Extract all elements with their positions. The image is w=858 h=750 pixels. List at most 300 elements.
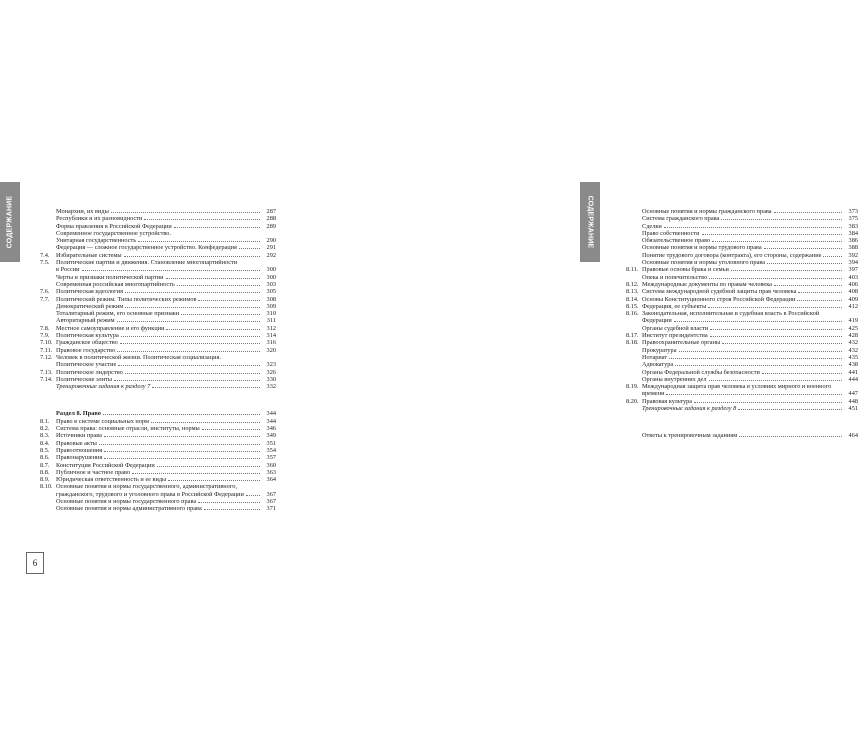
toc-entry[interactable] — [40, 288, 276, 295]
toc-entry[interactable] — [626, 432, 858, 439]
toc-gap — [626, 412, 858, 432]
toc-entry-page: 346 — [266, 425, 276, 433]
toc-leader-dots — [694, 402, 842, 403]
toc-leader-dots — [669, 358, 842, 359]
toc-entry-page: 312 — [266, 324, 276, 332]
toc-entry-page: 300 — [266, 266, 276, 274]
toc-entry-page: 326 — [266, 368, 276, 376]
toc-entry-page: 386 — [848, 237, 858, 245]
toc-entry-page: 406 — [848, 280, 858, 288]
toc-entry-number: 8.16. — [626, 310, 639, 318]
toc-entry[interactable] — [40, 425, 276, 432]
toc-entry-page: 292 — [266, 251, 276, 259]
toc-entry[interactable] — [40, 383, 276, 390]
toc-leader-dots — [708, 307, 842, 308]
toc-entry[interactable] — [40, 410, 276, 417]
toc-entry-page: 357 — [266, 454, 276, 462]
toc-entry-page: 367 — [266, 497, 276, 505]
toc-entry-title: Унитарная государственность — [56, 237, 137, 245]
toc-entry-number: 8.6. — [40, 454, 50, 462]
toc-entry-page: 451 — [848, 405, 858, 413]
toc-entry[interactable] — [626, 237, 858, 244]
toc-entry-number: 7.6. — [40, 288, 50, 296]
toc-entry-page: 311 — [266, 317, 276, 325]
toc-entry[interactable] — [626, 288, 858, 295]
toc-entry[interactable] — [40, 223, 276, 230]
toc-entry[interactable] — [40, 274, 276, 281]
toc-leader-dots — [177, 285, 260, 286]
toc-entry[interactable] — [40, 237, 276, 244]
toc-leader-dots — [118, 365, 260, 366]
toc-entry-title: Основные понятия и нормы государственного права — [56, 497, 197, 505]
toc-entry[interactable] — [40, 447, 276, 454]
toc-entry-title: Конституция Российской Федерации — [56, 461, 155, 469]
toc-entry-title: Федерация — сложное государственное устройство. Конфедерация — [56, 244, 237, 252]
toc-entry[interactable] — [40, 244, 276, 251]
toc-leader-dots — [103, 414, 260, 415]
toc-gap — [40, 390, 276, 410]
toc-entry[interactable] — [626, 310, 858, 317]
toc-entry-number: 8.8. — [40, 468, 50, 476]
toc-leader-dots — [157, 466, 260, 467]
toc-entry-title: Современная российская многопартийность — [56, 280, 175, 288]
toc-entry[interactable] — [40, 296, 276, 303]
toc-leader-dots — [823, 256, 842, 257]
toc-entry-page: 464 — [848, 432, 858, 440]
toc-entry-title: Тренировочные задания к разделу 8 — [642, 405, 737, 413]
toc-leader-dots — [664, 227, 842, 228]
toc-entry-page: 316 — [266, 339, 276, 347]
toc-entry-title: Международная защита прав человека в условиях мирного и военного — [642, 383, 832, 391]
toc-leader-dots — [104, 436, 260, 437]
toc-entry-title: Законодательная, исполнительная и судебная власть в Российской — [642, 310, 820, 318]
toc-entry[interactable] — [626, 230, 858, 237]
toc-entry-page: 371 — [266, 505, 276, 513]
toc-entry-page: 308 — [266, 295, 276, 303]
toc-entry-title: Источники права — [56, 432, 102, 440]
toc-entry-title: Основные понятия и нормы трудового права — [642, 244, 762, 252]
toc-entry[interactable] — [626, 339, 858, 346]
toc-leader-dots — [152, 387, 260, 388]
toc-entry-number: 8.9. — [40, 476, 50, 484]
toc-leader-dots — [674, 321, 842, 322]
toc-leader-dots — [709, 380, 843, 381]
toc-entry[interactable] — [626, 325, 858, 332]
toc-entry-page: 419 — [848, 317, 858, 325]
toc-entry-title: Ответы к тренировочным заданиям — [642, 432, 738, 440]
toc-leader-dots — [702, 234, 842, 235]
toc-entry-number: 7.13. — [40, 368, 53, 376]
toc-entry-title: Сделки — [642, 222, 662, 230]
toc-entry-page: 344 — [266, 410, 276, 418]
toc-entry[interactable] — [40, 266, 276, 273]
toc-entry[interactable] — [40, 440, 276, 447]
toc-leader-dots — [797, 300, 842, 301]
toc-leader-dots — [138, 241, 260, 242]
toc-leader-dots — [202, 429, 260, 430]
toc-entry[interactable] — [40, 476, 276, 483]
toc-entry-page: 432 — [848, 346, 858, 354]
toc-entry[interactable] — [40, 354, 276, 361]
toc-entry-number: 7.9. — [40, 332, 50, 340]
toc-entry[interactable] — [40, 230, 276, 237]
toc-leader-dots — [144, 219, 260, 220]
toc-entry[interactable] — [40, 325, 276, 332]
toc-entry-number: 7.7. — [40, 295, 50, 303]
toc-entry-title: Республики и их разновидности — [56, 215, 143, 223]
toc-entry-page: 367 — [266, 490, 276, 498]
toc-entry[interactable] — [40, 347, 276, 354]
toc-entry-title: Тренировочные задания к разделу 7 — [56, 383, 151, 391]
toc-leader-dots — [709, 278, 842, 279]
toc-entry-page: 441 — [848, 368, 858, 376]
toc-entry-number: 8.12. — [626, 280, 639, 288]
toc-entry[interactable] — [40, 491, 276, 498]
toc-entry-number: 8.4. — [40, 439, 50, 447]
toc-entry-title: Правоохранительные органы — [642, 339, 721, 347]
toc-entry-number: 7.10. — [40, 339, 53, 347]
toc-entry-page: 288 — [266, 215, 276, 223]
toc-entry-title: Политические элиты — [56, 375, 113, 383]
toc-entry-title: Нотариат — [642, 353, 668, 361]
toc-entry[interactable] — [626, 281, 858, 288]
toc-entry-title: Политический режим. Типы политических режимов — [56, 295, 197, 303]
toc-entry-page: 291 — [266, 244, 276, 252]
toc-entry[interactable] — [40, 418, 276, 425]
toc-entry-title: Основные понятия и нормы уголовного права — [642, 259, 766, 267]
toc-entry[interactable] — [40, 252, 276, 259]
toc-entry-page: 435 — [848, 353, 858, 361]
toc-entry[interactable] — [626, 223, 858, 230]
toc-entry-number: 7.11. — [40, 346, 53, 354]
toc-entry[interactable] — [40, 317, 276, 324]
toc-entry-title: Опека и попечительство — [642, 273, 708, 281]
toc-entry-number: 8.18. — [626, 339, 639, 347]
toc-leader-dots — [722, 343, 842, 344]
section-tab — [0, 182, 20, 262]
section-tab-label: СОДЕРЖАНИЕ — [6, 195, 14, 249]
toc-entry-title: в России — [56, 266, 80, 274]
toc-leader-dots — [762, 373, 842, 374]
toc-entry[interactable] — [40, 303, 276, 310]
left-page — [0, 0, 298, 750]
toc-entry-title: Демократический режим — [56, 302, 124, 310]
toc-entry-title: Политические партии и движения. Становление многопартийности — [56, 259, 238, 267]
toc-entry-title: Гражданское общество — [56, 339, 118, 347]
toc-entry-title: Правовое государство — [56, 346, 116, 354]
toc-entry-number: 8.17. — [626, 332, 639, 340]
page-number: 6 — [26, 552, 44, 574]
toc-entry-title: Правовые основы брака и семьи — [642, 266, 729, 274]
toc-entry-page: 432 — [848, 339, 858, 347]
section-tab-label: СОДЕРЖАНИЕ — [586, 195, 594, 249]
toc-entry[interactable] — [626, 252, 858, 259]
toc-entry-page: 354 — [266, 446, 276, 454]
toc-leader-dots — [721, 219, 842, 220]
toc-entry-title: Правовая культура — [642, 397, 693, 405]
toc-entry[interactable] — [40, 208, 276, 215]
toc-entry-title: Органы судебной власти — [642, 324, 709, 332]
toc-entry-title: Избирательные системы — [56, 251, 122, 259]
toc-entry-title: Политическая идеология — [56, 288, 123, 296]
toc-entry-number: 8.5. — [40, 446, 50, 454]
toc-leader-dots — [675, 365, 842, 366]
toc-leader-dots — [239, 248, 260, 249]
toc-entry-title: Правоотношения — [56, 446, 103, 454]
toc-entry-number: 8.1. — [40, 417, 50, 425]
toc-entry-title: Международные документы по правам человека — [642, 280, 772, 288]
toc-entry-title: Современное государственное устройство. — [56, 229, 171, 237]
toc-leader-dots — [166, 329, 260, 330]
toc-entry-title: Система международной судебной защиты прав человека — [642, 288, 797, 296]
toc-entry-number: 8.20. — [626, 397, 639, 405]
toc-entry-title: Система права: основные отрасли, институты, нормы — [56, 425, 200, 433]
toc-entry[interactable] — [626, 303, 858, 310]
toc-entry-page: 320 — [266, 346, 276, 354]
toc-entry-number: 8.19. — [626, 383, 639, 391]
toc-entry-page: 409 — [848, 295, 858, 303]
toc-entry-number: 8.2. — [40, 425, 50, 433]
toc-entry[interactable] — [40, 259, 276, 266]
toc-leader-dots — [132, 473, 260, 474]
toc-entry-title: Основы Конституционного строя Российской Федерации — [642, 295, 796, 303]
toc-entry[interactable] — [40, 454, 276, 461]
toc-entry-page: 408 — [848, 288, 858, 296]
toc-entry-page: 351 — [266, 439, 276, 447]
toc-entry-page: 384 — [848, 229, 858, 237]
toc-entry-title: Институт президентства — [642, 332, 708, 340]
toc-entry-page: 444 — [848, 375, 858, 383]
toc-entry-page: 364 — [266, 476, 276, 484]
toc-entry-number: 7.5. — [40, 259, 50, 267]
toc-entry-title: гражданского, трудового и уголовного права в Российской Федерации — [56, 490, 244, 498]
toc-leader-dots — [168, 480, 260, 481]
toc-leader-dots — [82, 270, 260, 271]
toc-leader-dots — [774, 285, 842, 286]
toc-leader-dots — [774, 212, 842, 213]
toc-entry-number: 8.10. — [40, 483, 53, 491]
toc-entry-title: Черты и признаки политической партии — [56, 273, 164, 281]
toc-leader-dots — [710, 329, 842, 330]
toc-leader-dots — [710, 336, 842, 337]
toc-entry-number: 8.15. — [626, 302, 639, 310]
toc-entry-page: 360 — [266, 461, 276, 469]
toc-entry[interactable] — [40, 376, 276, 383]
toc-entry[interactable] — [626, 347, 858, 354]
toc-entry-title: Правовые акты — [56, 439, 97, 447]
toc-entry-title: Основные понятия и нормы гражданского права — [642, 208, 772, 215]
toc-entry-page: 300 — [266, 273, 276, 281]
toc-entry-number: 8.7. — [40, 461, 50, 469]
toc-entry-title: Политическое лидерство — [56, 368, 123, 376]
toc-entry-title: Органы внутренних дел — [642, 375, 707, 383]
toc-entry[interactable] — [626, 369, 858, 376]
section-tab — [580, 182, 600, 262]
toc-entry-page: 425 — [848, 324, 858, 332]
toc-entry-page: 290 — [266, 237, 276, 245]
toc-entry-page: 310 — [266, 310, 276, 318]
toc-entry-number: 8.3. — [40, 432, 50, 440]
toc-entry-title: Прокуратура — [642, 346, 677, 354]
toc-entry-title: Право в системе социальных норм — [56, 417, 149, 425]
toc-entry[interactable] — [626, 317, 858, 324]
toc-entry[interactable] — [40, 361, 276, 368]
toc-entry-title: времени — [642, 390, 665, 398]
toc-leader-dots — [198, 300, 260, 301]
toc-entry[interactable] — [626, 361, 858, 368]
toc-entry-title: Адвокатура — [642, 361, 674, 369]
toc-entry[interactable] — [626, 296, 858, 303]
toc-entry[interactable] — [40, 310, 276, 317]
toc-entry[interactable] — [626, 259, 858, 266]
toc-entry[interactable] — [626, 332, 858, 339]
toc-leader-dots — [114, 380, 260, 381]
toc-leader-dots — [125, 292, 260, 293]
toc-entry-page: 363 — [266, 468, 276, 476]
toc-leader-dots — [104, 451, 260, 452]
toc-entry[interactable] — [626, 383, 858, 390]
toc-entry-title: Человек в политической жизни. Политическая социализация. — [56, 353, 221, 361]
toc-entry-number: 7.8. — [40, 324, 50, 332]
toc-entry-title: Понятие трудового договора (контракта), его стороны, содержание — [642, 251, 822, 259]
toc-entry[interactable] — [626, 215, 858, 222]
toc-entry-title: Местное самоуправление и его функции — [56, 324, 165, 332]
toc-entry-number: 8.14. — [626, 295, 639, 303]
toc-entry-title: Юридическая ответственность и ее виды — [56, 476, 167, 484]
toc-entry[interactable] — [626, 398, 858, 405]
toc-entry-title: Монархии, их виды — [56, 208, 109, 215]
toc-entry-title: Федерация, ее субъекты — [642, 302, 707, 310]
toc-entry-title: Политическая культура — [56, 332, 119, 340]
toc-entry[interactable] — [626, 208, 858, 215]
toc-entry[interactable] — [40, 483, 276, 490]
toc-entry-title: Раздел 8. Право — [56, 410, 101, 418]
toc-leader-dots — [738, 409, 842, 410]
toc-leader-dots — [181, 314, 260, 315]
toc-entry-page: 323 — [266, 361, 276, 369]
toc-entry-page: 392 — [848, 251, 858, 259]
toc-entry[interactable] — [40, 432, 276, 439]
toc-entry[interactable] — [626, 405, 858, 412]
toc-right-column — [626, 208, 858, 440]
toc-leader-dots — [166, 278, 260, 279]
toc-entry[interactable] — [40, 369, 276, 376]
toc-entry[interactable] — [626, 376, 858, 383]
toc-entry[interactable] — [626, 390, 858, 397]
toc-entry-page: 373 — [848, 208, 858, 215]
toc-entry-page: 305 — [266, 288, 276, 296]
toc-entry-title: Основные понятия и нормы административного права — [56, 505, 202, 513]
toc-entry-page: 428 — [848, 332, 858, 340]
toc-entry[interactable] — [40, 339, 276, 346]
toc-entry[interactable] — [40, 498, 276, 505]
toc-left-column — [40, 208, 276, 513]
toc-leader-dots — [120, 343, 260, 344]
toc-entry-title: Тоталитарный режим, его основные признаки — [56, 310, 180, 318]
toc-leader-dots — [104, 458, 260, 459]
toc-entry-title: Авторитарный режим — [56, 317, 115, 325]
toc-entry-number: 8.13. — [626, 288, 639, 296]
toc-leader-dots — [117, 351, 260, 352]
toc-entry-title: Федерации — [642, 317, 672, 325]
toc-leader-dots — [739, 436, 842, 437]
toc-entry-title: Обязательственное право — [642, 237, 711, 245]
toc-entry-title: Правонарушения — [56, 454, 103, 462]
toc-entry-page: 388 — [848, 244, 858, 252]
toc-entry[interactable] — [40, 469, 276, 476]
toc-entry-title: Система гражданского права — [642, 215, 720, 223]
toc-entry-page: 397 — [848, 266, 858, 274]
toc-leader-dots — [246, 495, 260, 496]
toc-leader-dots — [731, 270, 842, 271]
toc-entry-page: 383 — [848, 222, 858, 230]
toc-entry-title: Органы Федеральной службы безопасности — [642, 368, 760, 376]
toc-entry[interactable] — [626, 354, 858, 361]
toc-entry-title: Право собственности — [642, 229, 700, 237]
toc-entry[interactable] — [40, 505, 276, 512]
toc-entry-page: 303 — [266, 280, 276, 288]
toc-entry[interactable] — [626, 274, 858, 281]
toc-entry-page: 447 — [848, 390, 858, 398]
toc-entry[interactable] — [626, 244, 858, 251]
toc-entry-page: 403 — [848, 273, 858, 281]
toc-entry-page: 344 — [266, 417, 276, 425]
toc-leader-dots — [767, 263, 842, 264]
toc-leader-dots — [198, 502, 260, 503]
toc-entry[interactable] — [40, 332, 276, 339]
toc-entry[interactable] — [40, 281, 276, 288]
toc-entry-page: 349 — [266, 432, 276, 440]
toc-entry-page: 412 — [848, 302, 858, 310]
toc-entry-number: 7.12. — [40, 353, 53, 361]
toc-leader-dots — [125, 307, 260, 308]
toc-leader-dots — [679, 351, 842, 352]
toc-entry-page: 309 — [266, 302, 276, 310]
toc-entry-page: 438 — [848, 361, 858, 369]
toc-leader-dots — [99, 444, 260, 445]
toc-leader-dots — [111, 212, 260, 213]
toc-entry-title: Форма правления в Российской Федерации — [56, 222, 172, 230]
toc-entry-title: Публичное и частное право — [56, 468, 131, 476]
toc-leader-dots — [174, 227, 260, 228]
toc-leader-dots — [121, 336, 260, 337]
toc-entry-page: 448 — [848, 397, 858, 405]
toc-leader-dots — [125, 373, 260, 374]
toc-entry-page: 287 — [266, 208, 276, 215]
toc-entry[interactable] — [40, 215, 276, 222]
toc-entry-number: 7.4. — [40, 251, 50, 259]
toc-leader-dots — [124, 256, 260, 257]
toc-entry-page: 375 — [848, 215, 858, 223]
toc-entry-page: 330 — [266, 375, 276, 383]
toc-leader-dots — [798, 292, 842, 293]
toc-entry-page: 314 — [266, 332, 276, 340]
toc-entry-title: Политическое участие — [56, 361, 117, 369]
toc-entry[interactable] — [40, 462, 276, 469]
right-page — [302, 0, 858, 750]
toc-entry-number: 8.11. — [626, 266, 639, 274]
toc-entry-page: 332 — [266, 383, 276, 391]
toc-leader-dots — [666, 394, 842, 395]
toc-leader-dots — [117, 321, 260, 322]
toc-leader-dots — [712, 241, 842, 242]
toc-entry-page: 394 — [848, 259, 858, 267]
toc-entry[interactable] — [626, 266, 858, 273]
toc-leader-dots — [151, 422, 260, 423]
toc-entry-number: 7.14. — [40, 375, 53, 383]
toc-entry-title: Основные понятия и нормы государственного, административного, — [56, 483, 237, 491]
toc-leader-dots — [204, 509, 260, 510]
